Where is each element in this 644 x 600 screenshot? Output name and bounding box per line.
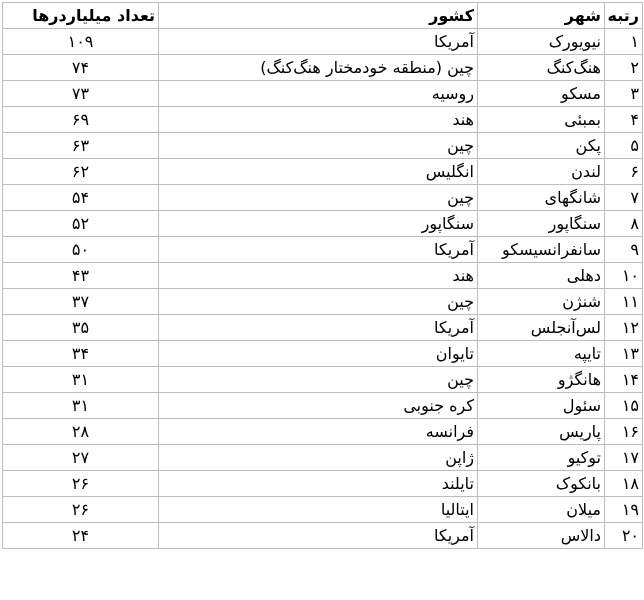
country-cell: روسیه <box>159 81 478 107</box>
country-cell: فرانسه <box>159 419 478 445</box>
country-cell: هند <box>159 263 478 289</box>
rank-cell: ۱۵ <box>605 393 643 419</box>
rank-cell: ۳ <box>605 81 643 107</box>
count-cell: ۶۳ <box>3 133 159 159</box>
city-cell: بانکوک <box>478 471 605 497</box>
count-cell: ۷۴ <box>3 55 159 81</box>
count-cell: ۷۳ <box>3 81 159 107</box>
rank-cell: ۲۰ <box>605 523 643 549</box>
country-cell: چین <box>159 367 478 393</box>
table-row <box>3 159 643 185</box>
country-cell: سنگاپور <box>159 211 478 237</box>
header-row <box>3 3 643 29</box>
country-cell: آمریکا <box>159 523 478 549</box>
count-cell: ۳۴ <box>3 341 159 367</box>
table-row <box>3 393 643 419</box>
city-cell: شانگهای <box>478 185 605 211</box>
table-row <box>3 445 643 471</box>
city-cell: مسکو <box>478 81 605 107</box>
rank-cell: ۱۴ <box>605 367 643 393</box>
city-cell: شنژن <box>478 289 605 315</box>
table-row <box>3 133 643 159</box>
count-cell: ۴۳ <box>3 263 159 289</box>
rank-cell: ۸ <box>605 211 643 237</box>
country-cell: چین <box>159 133 478 159</box>
city-cell: بمبئی <box>478 107 605 133</box>
city-cell: دهلی <box>478 263 605 289</box>
table-row <box>3 55 643 81</box>
header-rank: رتبه <box>605 3 643 29</box>
city-cell: تایپه <box>478 341 605 367</box>
count-cell: ۲۷ <box>3 445 159 471</box>
rank-cell: ۱ <box>605 29 643 55</box>
city-cell: سنگاپور <box>478 211 605 237</box>
header-country: کشور <box>159 3 478 29</box>
table-row <box>3 523 643 549</box>
city-cell: سانفرانسیسکو <box>478 237 605 263</box>
rank-cell: ۲ <box>605 55 643 81</box>
rank-cell: ۴ <box>605 107 643 133</box>
table-row <box>3 315 643 341</box>
city-cell: پکن <box>478 133 605 159</box>
country-cell: تایلند <box>159 471 478 497</box>
rank-cell: ۱۲ <box>605 315 643 341</box>
rank-cell: ۱۷ <box>605 445 643 471</box>
rank-cell: ۱۹ <box>605 497 643 523</box>
count-cell: ۲۶ <box>3 471 159 497</box>
table-row <box>3 497 643 523</box>
city-cell: دالاس <box>478 523 605 549</box>
rank-cell: ۱۳ <box>605 341 643 367</box>
table-row <box>3 471 643 497</box>
count-cell: ۵۲ <box>3 211 159 237</box>
country-cell: کره جنوبی <box>159 393 478 419</box>
country-cell: ژاپن <box>159 445 478 471</box>
city-cell: لس‌آنجلس <box>478 315 605 341</box>
rank-cell: ۶ <box>605 159 643 185</box>
country-cell: آمریکا <box>159 29 478 55</box>
table-row <box>3 289 643 315</box>
rank-cell: ۱۶ <box>605 419 643 445</box>
table-row <box>3 237 643 263</box>
count-cell: ۵۰ <box>3 237 159 263</box>
count-cell: ۳۷ <box>3 289 159 315</box>
table-row <box>3 419 643 445</box>
table-row <box>3 341 643 367</box>
city-cell: نیویورک <box>478 29 605 55</box>
count-cell: ۶۹ <box>3 107 159 133</box>
table-row <box>3 367 643 393</box>
table-row <box>3 81 643 107</box>
country-cell: آمریکا <box>159 237 478 263</box>
header-count: تعداد میلیاردرها <box>3 3 159 29</box>
count-cell: ۲۴ <box>3 523 159 549</box>
city-cell: سئول <box>478 393 605 419</box>
count-cell: ۱۰۹ <box>3 29 159 55</box>
count-cell: ۳۱ <box>3 367 159 393</box>
header-city: شهر <box>478 3 605 29</box>
count-cell: ۳۱ <box>3 393 159 419</box>
table-row <box>3 107 643 133</box>
count-cell: ۶۲ <box>3 159 159 185</box>
rank-cell: ۵ <box>605 133 643 159</box>
rank-cell: ۷ <box>605 185 643 211</box>
rank-cell: ۱۱ <box>605 289 643 315</box>
rank-cell: ۱۰ <box>605 263 643 289</box>
country-cell: چین <box>159 289 478 315</box>
count-cell: ۲۶ <box>3 497 159 523</box>
country-cell: چین <box>159 185 478 211</box>
count-cell: ۳۵ <box>3 315 159 341</box>
country-cell: انگلیس <box>159 159 478 185</box>
country-cell: هند <box>159 107 478 133</box>
billionaire-cities-table <box>2 2 643 549</box>
rank-cell: ۹ <box>605 237 643 263</box>
city-cell: میلان <box>478 497 605 523</box>
count-cell: ۵۴ <box>3 185 159 211</box>
city-cell: توکیو <box>478 445 605 471</box>
table-row <box>3 211 643 237</box>
country-cell: چین (منطقه خودمختار هنگ‌کنگ) <box>159 55 478 81</box>
table-row <box>3 263 643 289</box>
table-row <box>3 29 643 55</box>
count-cell: ۲۸ <box>3 419 159 445</box>
country-cell: تایوان <box>159 341 478 367</box>
country-cell: ایتالیا <box>159 497 478 523</box>
table-row <box>3 185 643 211</box>
table-body <box>3 29 643 549</box>
rank-cell: ۱۸ <box>605 471 643 497</box>
city-cell: لندن <box>478 159 605 185</box>
city-cell: پاریس <box>478 419 605 445</box>
country-cell: آمریکا <box>159 315 478 341</box>
city-cell: هانگژو <box>478 367 605 393</box>
city-cell: هنگ‌کنگ <box>478 55 605 81</box>
